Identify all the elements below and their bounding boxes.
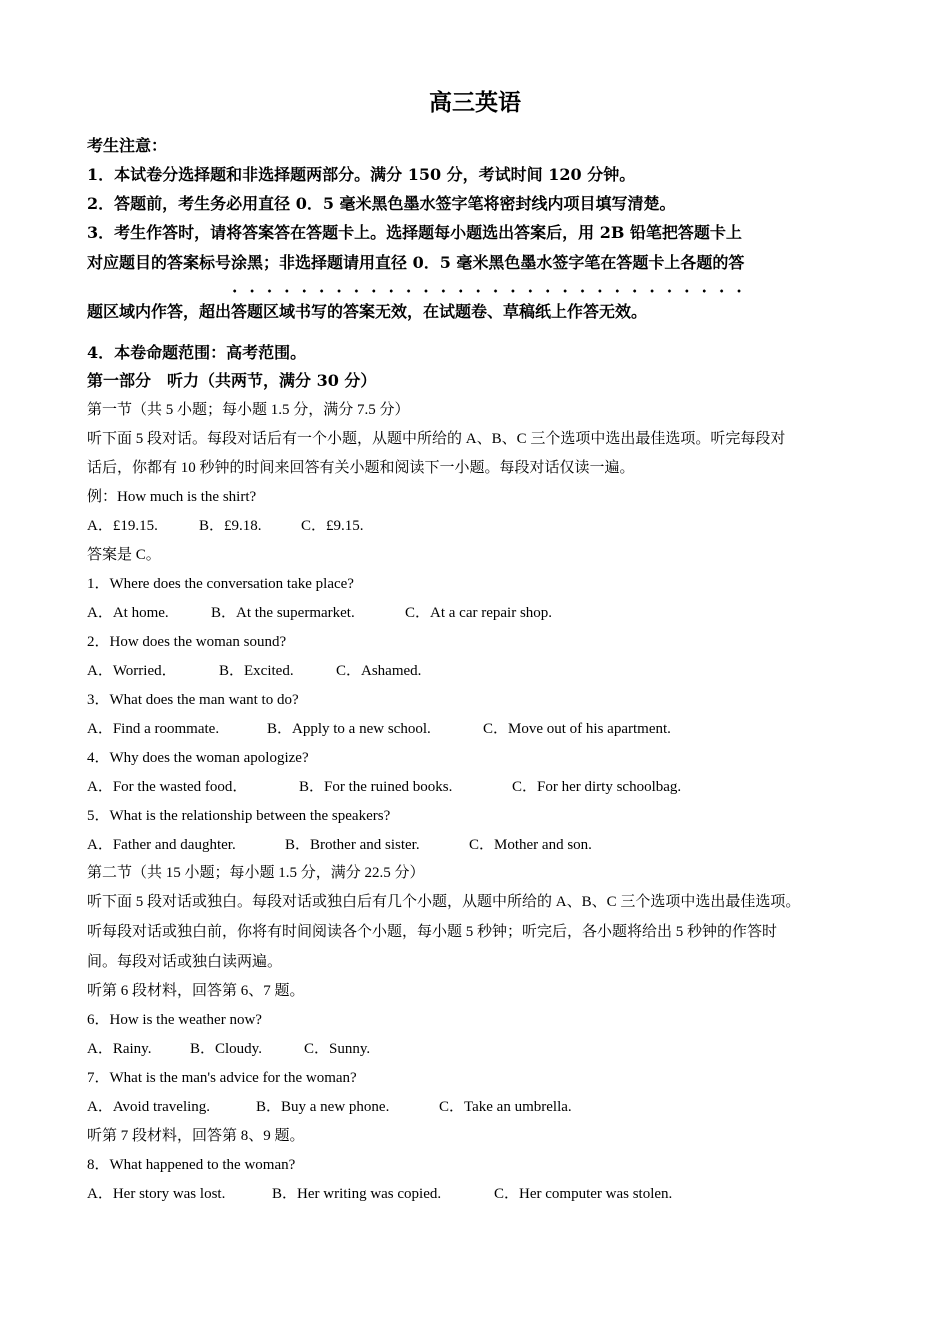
option-b: B．Excited. — [219, 663, 294, 679]
question-6: 6．How is the weather now? — [87, 1012, 262, 1028]
option-b: B．At the supermarket. — [211, 605, 355, 621]
option-b: B．Cloudy. — [190, 1041, 262, 1057]
option-c: C．For her dirty schoolbag. — [512, 779, 682, 795]
section2-instruction-line-1: 听下面 5 段对话或独白。每段对话或独白后有几个小题，从题中所给的 A、B、C 三个选项中选出最佳选项。 — [87, 894, 801, 910]
option-a: A．Avoid traveling. — [87, 1099, 211, 1115]
section2-heading: 第二节（共 15 小题；每小题 1.5 分，满分 22.5 分） — [87, 865, 425, 881]
question-4-options — [87, 775, 681, 796]
question-6-options — [87, 1037, 370, 1058]
option-a: A．For the wasted food． — [87, 779, 248, 795]
notice-item-3-line-1: 3．考生作答时，请将答案答在答题卡上。选择题每小题选出答案后，用 2B 铅笔把答题卡上 — [87, 223, 742, 242]
option-b: B．Buy a new phone. — [256, 1099, 390, 1115]
option-c: C．Sunny. — [304, 1041, 371, 1057]
option-a: A．At home. — [87, 605, 169, 621]
question-2: 2．How does the woman sound? — [87, 634, 287, 650]
option-c: C．Move out of his apartment. — [483, 721, 671, 737]
question-3: 3．What does the man want to do? — [87, 692, 299, 708]
notice-item-4: 4．本卷命题范围：高考范围。 — [87, 343, 307, 362]
question-1: 1．Where does the conversation take place? — [87, 576, 354, 592]
section1-instruction-line-1: 听下面 5 段对话。每段对话后有一个小题，从题中所给的 A、B、C 三个选项中选出最佳选项。听完每段对 — [87, 431, 786, 447]
question-5: 5．What is the relationship between the speakers? — [87, 808, 391, 824]
option-b: B．Her writing was copied. — [272, 1186, 442, 1202]
example-option-a: A．£19.15. — [87, 518, 158, 534]
example-answer: 答案是 C。 — [87, 547, 161, 563]
option-b: B．Brother and sister. — [285, 837, 420, 853]
notice-item-3-line-2: 对应题目的答案标号涂黑；非选择题请用直径 0．5 毫米黑色墨水签字笔在答题卡上各题的答 — [87, 253, 745, 272]
option-c: C．Take an umbrella. — [439, 1099, 572, 1115]
option-c: C．Ashamed. — [336, 663, 422, 679]
example-options — [87, 514, 364, 535]
question-8-options — [87, 1182, 672, 1203]
option-c: C．Mother and son. — [469, 837, 592, 853]
question-1-options — [87, 601, 552, 622]
option-c: C．At a car repair shop. — [405, 605, 553, 621]
example-question: 例：How much is the shirt? — [87, 489, 257, 505]
option-c: C．Her computer was stolen. — [494, 1186, 673, 1202]
page-title: 高三英语 — [429, 89, 521, 116]
question-2-options — [87, 659, 421, 680]
material-7-note: 听第 7 段材料，回答第 8、9 题。 — [87, 1128, 305, 1144]
option-a: A．Worried． — [87, 663, 177, 679]
option-a: A．Her story was lost. — [87, 1186, 226, 1202]
question-7: 7．What is the man's advice for the woman? — [87, 1070, 357, 1086]
option-a: A．Father and daughter. — [87, 837, 236, 853]
notice-item-2: 2．答题前，考生务必用直径 0．5 毫米黑色墨水签字笔将密封线内项目填写清楚。 — [87, 194, 676, 213]
option-a: A．Find a roommate. — [87, 721, 220, 737]
option-a: A．Rainy. — [87, 1041, 152, 1057]
example-option-b: B．£9.18. — [199, 518, 262, 534]
option-b: B．For the ruined books. — [299, 779, 453, 795]
notice-item-1: 1．本试卷分选择题和非选择题两部分。满分 150 分，考试时间 120 分钟。 — [87, 165, 636, 184]
notice-heading: 考生注意： — [87, 136, 168, 155]
question-8: 8．What happened to the woman? — [87, 1157, 296, 1173]
part1-heading: 第一部分 听力（共两节，满分 30 分） — [87, 371, 377, 390]
section1-instruction-line-2: 话后，你都有 10 秒钟的时间来回答有关小题和阅读下一小题。每段对话仅读一遍。 — [87, 460, 635, 476]
notice-item-3-line-3: 题区域内作答，超出答题区域书写的答案无效，在试题卷、草稿纸上作答无效。 — [87, 302, 648, 321]
section2-instruction-line-3: 间。每段对话或独白读两遍。 — [87, 954, 283, 970]
emphasis-dots — [226, 289, 746, 293]
material-6-note: 听第 6 段材料，回答第 6、7 题。 — [87, 983, 305, 999]
question-3-options — [87, 717, 671, 738]
question-7-options — [87, 1095, 572, 1116]
section2-instruction-line-2: 听每段对话或独白前，你将有时间阅读各个小题，每小题 5 秒钟；听完后，各小题将给出 5 秒钟的作答时 — [87, 924, 778, 940]
example-option-c: C．£9.15. — [301, 518, 364, 534]
option-b: B．Apply to a new school. — [267, 721, 431, 737]
question-4: 4．Why does the woman apologize? — [87, 750, 309, 766]
section1-heading: 第一节（共 5 小题；每小题 1.5 分，满分 7.5 分） — [87, 402, 410, 418]
question-5-options — [87, 833, 592, 854]
